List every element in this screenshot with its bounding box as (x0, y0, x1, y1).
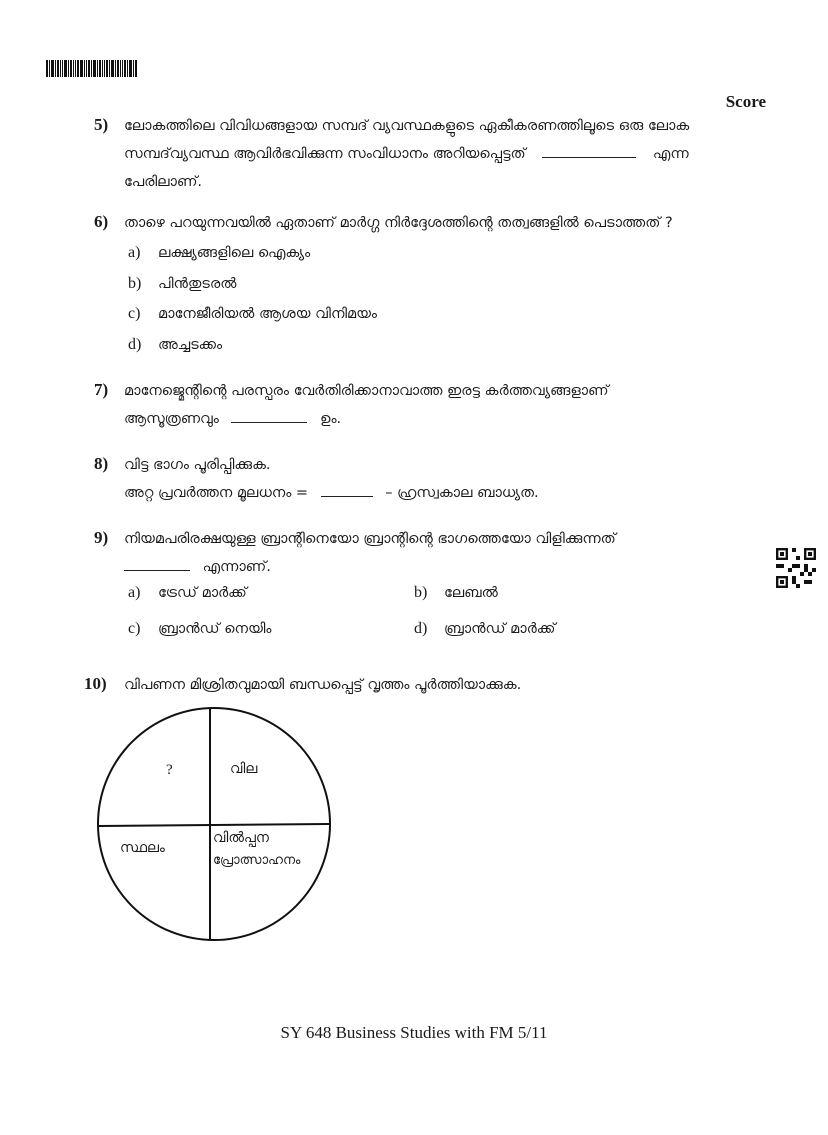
option-text: പിൻതുടരൽ (158, 276, 237, 292)
option-d (128, 336, 222, 354)
option-text: ലക്ഷ്യങ്ങളിലെ ഐക്യം (158, 245, 311, 261)
option-text: അച്ചടക്കം (158, 337, 223, 353)
option-c (128, 305, 377, 323)
question-number: 5) (94, 115, 109, 134)
question-text-part: എന്നാണ്. (202, 559, 271, 575)
question-text-part: അറ്റ പ്രവർത്തന മൂലധനം = (124, 485, 309, 501)
question-number: 8) (94, 454, 109, 473)
question-text: നിയമപരിരക്ഷയുള്ള ബ്രാന്റിനെയോ ബ്രാന്റിന്റെ ഭാഗത്തെയോ വിളിക്കുന്നത് (124, 531, 616, 547)
question-text: ലോകത്തിലെ വിവിധങ്ങളായ സമ്പദ് വ്യവസ്ഥകളുടെ ഏകീകരണത്തിലൂടെ ഒരു ലോക (124, 118, 690, 134)
circle-diagram (96, 706, 332, 942)
answer-blank (124, 556, 190, 571)
question-text: വിപണന മിശ്രിതവുമായി ബന്ധപ്പെട്ട് വൃത്തം പൂർത്തിയാക്കുക. (124, 677, 522, 693)
option-text: മാനേജീരിയൽ ആശയ വിനിമയം (158, 306, 377, 322)
question-text: പേരിലാണ്. (124, 174, 202, 190)
question-text (124, 478, 539, 508)
question-text (124, 139, 689, 169)
score-label: Score (725, 92, 766, 111)
question-text (124, 404, 341, 434)
option-b (414, 584, 498, 602)
question-text: താഴെ പറയുന്നവയിൽ ഏതാണ് മാർഗ്ഗ നിർദ്ദേശത്തിന്റെ തത്വങ്ങളിൽ പെടാത്തത് ? (124, 215, 673, 231)
question-text-part: – ഹ്രസ്വകാല ബാധ്യത. (385, 485, 539, 501)
option-label: a) (128, 584, 141, 601)
answer-blank (542, 143, 636, 158)
quadrant-top-right: വില (230, 761, 258, 777)
question-number: 7) (94, 380, 109, 399)
question-text-part: ഉം. (320, 411, 342, 427)
quadrant-bottom-left: സ്ഥലം (120, 840, 165, 856)
option-text: ലേബൽ (444, 585, 498, 601)
option-label: b) (414, 584, 428, 601)
option-label: d) (414, 620, 428, 637)
option-label: c) (128, 305, 141, 322)
option-label: b) (128, 275, 142, 292)
option-text: ബ്രാൻഡ് മാർക്ക് (444, 621, 556, 637)
question-number: 9) (94, 528, 109, 547)
option-text: ബ്രാൻഡ് നെയിം (158, 621, 272, 637)
quadrant-top-left: ? (166, 762, 173, 778)
question-text (124, 552, 271, 582)
quadrant-bottom-right-line2: പ്രോത്സാഹനം (213, 853, 301, 868)
question-number: 6) (94, 212, 109, 231)
barcode (46, 60, 160, 77)
option-a (128, 584, 247, 602)
quadrant-bottom-right-line1: വിൽപ്പന (213, 830, 269, 846)
question-text: വിട്ട ഭാഗം പൂരിപ്പിക്കുക. (124, 457, 271, 473)
option-a (128, 244, 310, 262)
answer-blank (231, 408, 307, 423)
question-number: 10) (84, 674, 107, 693)
option-text: ട്രേഡ് മാർക്ക് (158, 585, 247, 601)
option-d (414, 620, 555, 638)
answer-blank (321, 482, 373, 497)
marketing-mix-circle (96, 706, 332, 942)
page-footer: SY 648 Business Studies with FM 5/11 (280, 1023, 548, 1042)
question-text-part: സമ്പദ്‌വ്യവസ്ഥ ആവിർഭവിക്കുന്ന സംവിധാനം അറിയപ്പെട്ടത് (124, 146, 526, 162)
question-text-part: എന്ന (652, 146, 689, 162)
question-text: മാനേജ്മെന്റിന്റെ പരസ്പരം വേർതിരിക്കാനാവാത്ത ഇരട്ട കർത്തവ്യങ്ങളാണ് (124, 383, 609, 399)
option-b (128, 275, 236, 293)
option-label: c) (128, 620, 141, 637)
option-c (128, 620, 271, 638)
question-text-part: ആസൂത്രണവും (124, 411, 219, 427)
qr-code-icon (776, 548, 816, 588)
option-label: d) (128, 336, 142, 353)
option-label: a) (128, 244, 141, 261)
